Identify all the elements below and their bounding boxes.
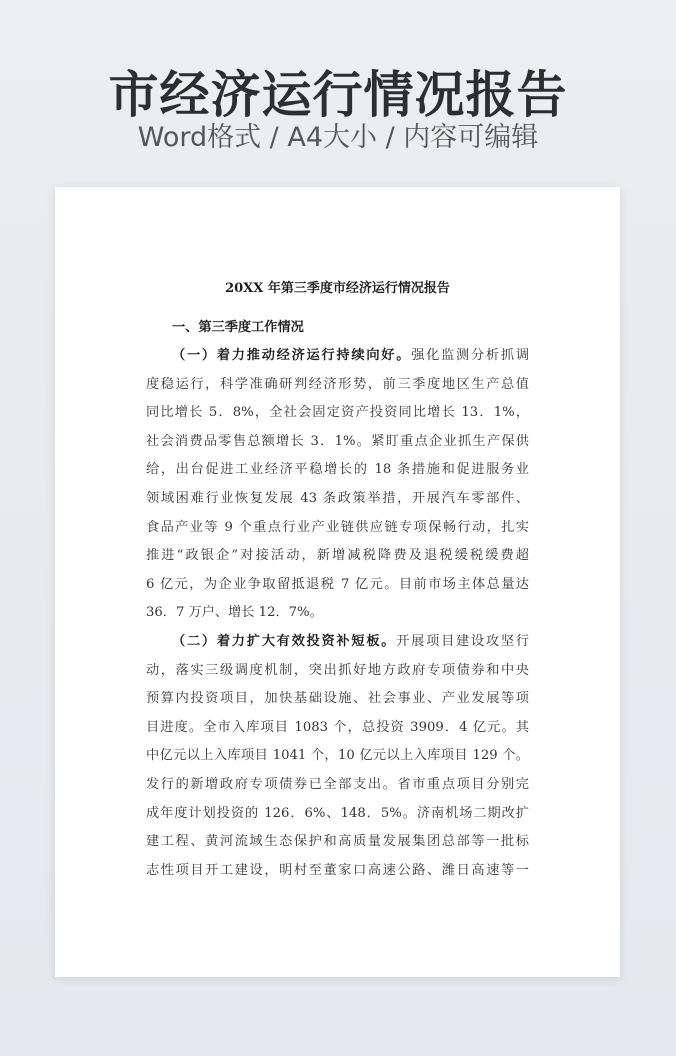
paragraph-text: 强化监测分析抓调 [411, 348, 530, 363]
paragraph-line: 建工程、黄河流域生态保护和高质量发展集团总部等一批标 [146, 834, 529, 850]
paragraph-line: 目进度。全市入库项目 1083 个，总投资 3909．4 亿元。其 [146, 719, 529, 735]
paragraph-line: 食品产业等 9 个重点行业产业链供应链专项保畅行动，扎实 [146, 519, 529, 535]
document-title: 20XX 年第三季度市经济运行情况报告 [225, 281, 450, 296]
document-body [146, 314, 529, 885]
banner-subtitle: Word格式 / A4大小 / 内容可编辑 [137, 122, 539, 153]
paragraph-line: 推进“政银企”对接活动，新增减税降费及退税缓税缓费超 [146, 548, 529, 564]
section-heading: 一、第三季度工作情况 [172, 320, 304, 335]
paragraph-line: 给，出台促进工业经济平稳增长的 18 条措施和促进服务业 [146, 462, 529, 478]
paragraph-line: 社会消费品零售总额增长 3．1%。紧盯重点企业抓生产保供 [146, 433, 529, 449]
paragraph-line: 志性项目开工建设，明村至董家口高速公路、潍日高速等一 [146, 862, 529, 878]
paragraph-line: 预算内投资项目，加快基础设施、社会事业、产业发展等项 [146, 691, 529, 707]
paragraph-line: 度稳运行，科学准确研判经济形势，前三季度地区生产总值 [146, 376, 529, 392]
paragraph-line: 36．7 万户、增长 12．7%。 [146, 605, 323, 621]
paragraph-line: 同比增长 5．8%，全社会固定资产投资同比增长 13．1%， [146, 405, 529, 421]
paragraph-line: 领域困难行业恢复发展 43 条政策举措，开展汽车零部件、 [146, 490, 529, 506]
paragraph-text: 开展项目建设攻坚行 [396, 633, 530, 649]
paragraph-lead: （二）着力扩大有效投资补短板。 [172, 633, 397, 649]
paragraph-line: 发行的新增政府专项债券已全部支出。省市重点项目分别完 [146, 776, 529, 792]
paragraph-line: 中亿元以上入库项目 1041 个，10 亿元以上入库项目 129 个。 [146, 748, 529, 764]
paragraph-line: 成年度计划投资的 126．6%、148．5%。济南机场二期改扩 [146, 805, 529, 821]
paragraph-2 [146, 628, 529, 885]
paragraph-line: 动，落实三级调度机制，突出抓好地方政府专项债券和中央 [146, 662, 529, 678]
paragraph-1 [146, 342, 529, 628]
paragraph-lead: （一）着力推动经济运行持续向好。 [172, 348, 412, 363]
document-page [55, 187, 620, 977]
paragraph-first-line [146, 342, 529, 371]
paragraph-first-line [146, 628, 529, 657]
paragraph-line: 6 亿元，为企业争取留抵退税 7 亿元。目前市场主体总量达 [146, 576, 529, 592]
banner-title: 市经济运行情况报告 [108, 66, 568, 124]
